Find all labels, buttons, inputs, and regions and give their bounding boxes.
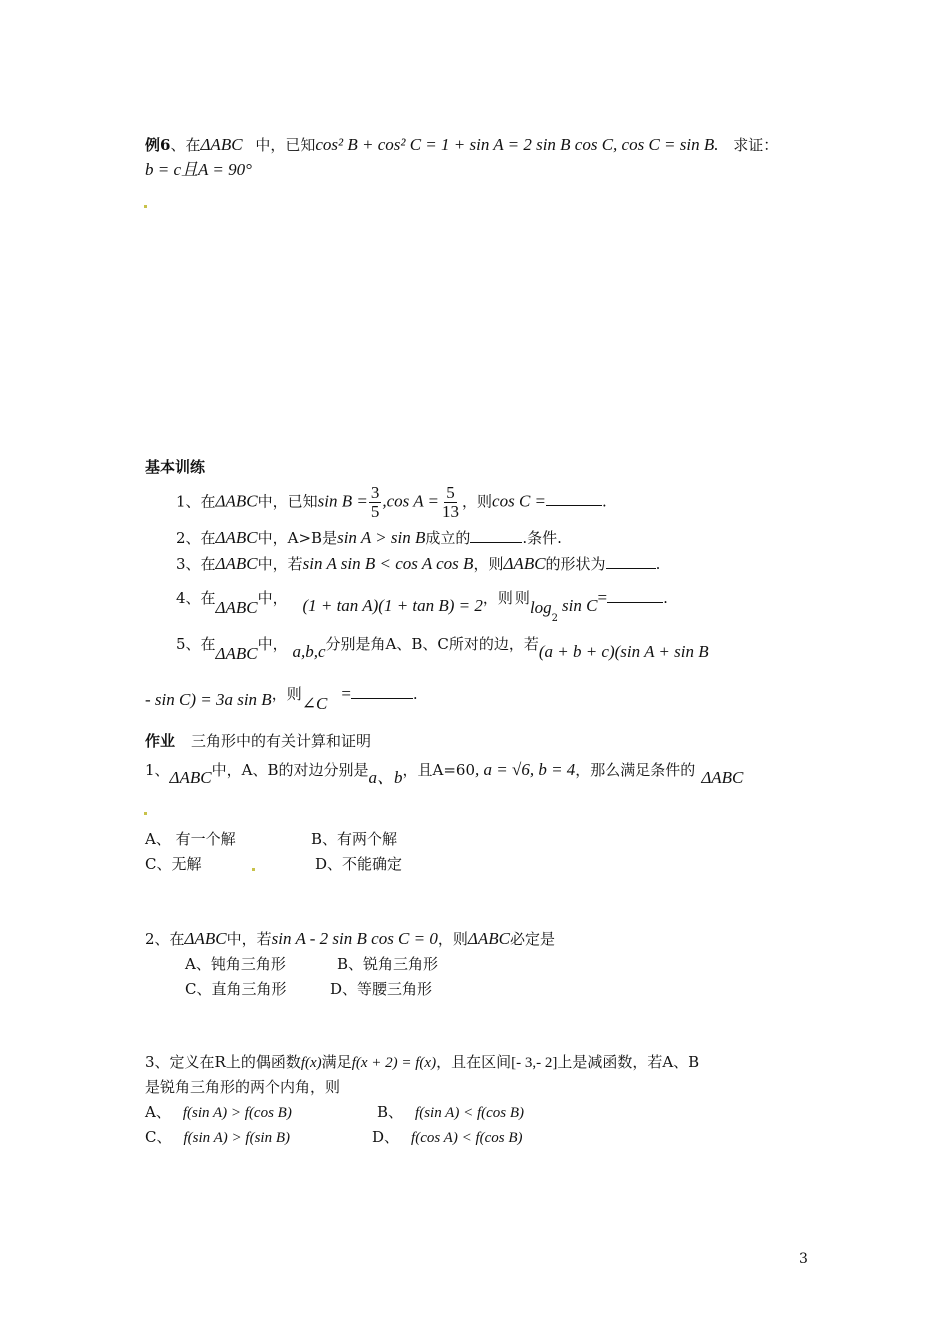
- hw3-option-b[interactable]: B、 f(sin A) < f(cos B): [377, 1103, 525, 1121]
- bt-question-4: 4、在ΔABC中， (1 + tan A)(1 + tan B) = 2，则 则$\log_2\sin$ C= .: [176, 588, 668, 624]
- bt-question-1: 1、在ΔABC中，已知sin B = $\frac{3}{5}$ ,cos A = $\frac{5}{13}$ ，则cos C = .: [176, 483, 607, 521]
- answer-blank[interactable]: [606, 554, 656, 569]
- hw1-option-b[interactable]: B、有两个解: [311, 830, 398, 848]
- hw3-option-d[interactable]: D、 f(cos A) < f(cos B): [372, 1128, 523, 1146]
- page-number: 3: [799, 1251, 808, 1267]
- answer-blank[interactable]: [351, 684, 413, 699]
- fraction: $\frac{3}{5}$: [370, 483, 380, 521]
- homework-label: 作业: [145, 732, 176, 750]
- q-expr: sin A - 2 sin B cos C = 0: [271, 929, 438, 948]
- artifact-dot: [144, 812, 147, 815]
- hw2-option-a[interactable]: A、钝角三角形: [185, 955, 286, 973]
- q-expr: (a + b + c)(sin A + sin B: [538, 642, 709, 661]
- basic-training-heading: 基本训练: [145, 458, 206, 476]
- bt-question-5-cont: - sin C) = 3a sin B，则∠C= .: [145, 684, 418, 713]
- hw-question-3-line2: 是锐角三角形的两个内角，则: [145, 1078, 341, 1096]
- hw2-option-d[interactable]: D、等腰三角形: [330, 980, 433, 998]
- hw2-option-c[interactable]: C、直角三角形: [185, 980, 287, 998]
- q-expr: ,cos A =: [382, 491, 440, 511]
- q-expr: sin B =: [317, 491, 368, 511]
- hw1-option-d[interactable]: D、不能确定: [315, 855, 403, 873]
- q-text: 中，已知: [257, 492, 318, 511]
- example6-line1: [145, 135, 778, 155]
- fraction: $\frac{5}{13}$: [442, 483, 460, 521]
- answer-blank[interactable]: [546, 491, 602, 506]
- hw1-option-c[interactable]: C、无解: [145, 855, 202, 873]
- bt-question-2: 2、在ΔABC中，A>B是sin A > sin B成立的 .条件.: [176, 528, 562, 547]
- q-text: ，则: [462, 492, 493, 511]
- hw-question-1: 1、ΔABC中，A、B的对边分别是a、b，且A=60, a = √6, b = 4，那么满足条件的 ΔABC: [145, 760, 744, 787]
- q-expr: cos C =: [492, 491, 547, 511]
- example6-formula: cos² B + cos² C = 1 + sin A = 2 sin B cos C, cos C = sin B.: [315, 135, 719, 154]
- bt-question-5: 5、在ΔABC中， a,b,c分别是角A、B、C所对的边，若(a + b + c)(sin A + sin B: [176, 635, 709, 663]
- hw3-option-c[interactable]: C、 f(sin A) > f(sin B): [145, 1128, 290, 1146]
- q-tri: ΔABC: [215, 491, 258, 511]
- answer-blank[interactable]: [607, 588, 663, 603]
- homework-heading: [145, 733, 371, 750]
- artifact-dot: [144, 205, 147, 208]
- hw-question-2: 2、在ΔABC中，若sin A - 2 sin B cos C = 0，则ΔABC必定是: [145, 929, 555, 948]
- example6-text-mid: 中，已知: [255, 136, 316, 154]
- hw1-option-a[interactable]: A、 有一个解: [145, 830, 236, 848]
- example6-suffix: 求证：: [733, 136, 779, 154]
- example6-triangle: ΔABC: [200, 135, 243, 154]
- bt-question-3: 3、在ΔABC中，若sin A sin B < cos A cos B，则ΔABC的形状为 .: [176, 554, 661, 573]
- homework-title: 三角形中的有关计算和证明: [191, 732, 372, 750]
- example6-label: 例6: [145, 136, 171, 154]
- q-expr: - sin C) = 3a sin B: [145, 690, 272, 709]
- hw-question-3-line1: 3、定义在R上的偶函数f(x)满足f(x + 2) = f(x)，且在区间[- 3,- 2]上是减函数，若A、B: [145, 1053, 700, 1071]
- artifact-dot: [252, 868, 255, 871]
- q-expr: (1 + tan A)(1 + tan B) = 2: [302, 596, 483, 615]
- q-num: 1、在: [176, 492, 216, 511]
- hw3-option-a[interactable]: A、 f(sin A) > f(cos B): [145, 1103, 292, 1121]
- answer-blank[interactable]: [470, 528, 522, 543]
- hw2-option-b[interactable]: B、锐角三角形: [337, 955, 439, 973]
- example6-conclusion: b = c且A = 90°: [145, 160, 252, 179]
- example6-text: 、在: [170, 136, 201, 154]
- q-expr: sin A > sin B: [337, 528, 426, 547]
- q-expr: sin A sin B < cos A cos B: [302, 554, 474, 573]
